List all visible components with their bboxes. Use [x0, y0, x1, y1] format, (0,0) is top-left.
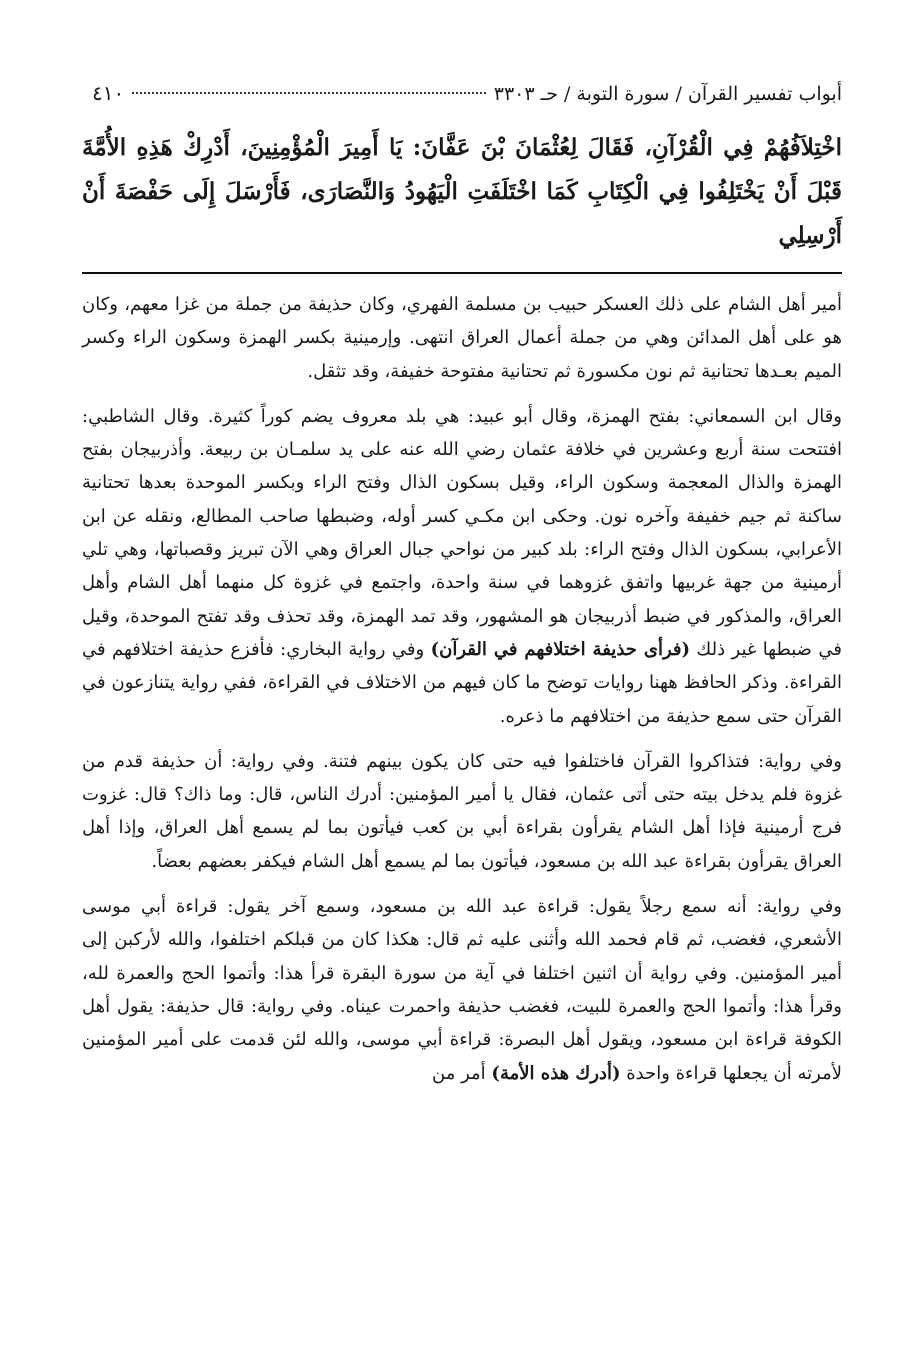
paragraph-4-text-b: أمر من: [432, 1062, 486, 1084]
leader-dots: [132, 92, 486, 94]
paragraph-2-text-a: وقال ابن السمعاني: بفتح الهمزة، وقال أبو عبيد: هي بلد معروف يضم كوراً كثيرة. وقال الشاطبي: افتتحت سنة أربع وعشرين في خلافة عثمان رضي الله عنه على يد سلمـان بن ربيعة. وأذربيجان بفتح الهمزة والذال المعجمة وسكون الراء، وقيل بسكون الذال وفتح الراء وبكسر الموحدة بعدها تحتانية ساكنة ثم جيم خفيفة وآخره نون. وحكى ابن مكـي كسر أوله، وضبطها صاحب المطالع، ونقله عن ابن الأعرابي، بسكون الذال وفتح الراء: بلد كبير من نواحي جبال العراق وهي الآن تبريز وقصباتها، وهي تلي أرمينية من جهة غربيها واتفق غزوهما في سنة واحدة، واجتمع في غزوة كل منهما أهل الشام وأهل العراق، والمذكور في ضبط أذربيجان هو المشهور، وقد تمد الهمزة، وقد تحذف وقد تفتح الموحدة، وقيل في ضبطها غير ذلك: [82, 405, 843, 660]
hadith-text: اخْتِلاَفُهُمْ فِي الْقُرْآنِ، فَقَالَ لِعُثْمَانَ بْنَ عَفَّانَ: يَا أَمِيرَ الْمُؤْمِنِينَ، أَدْرِكْ هَذِهِ الأُمَّةَ قَبْلَ أَنْ يَخْتَلِفُوا فِي الْكِتَابِ كَمَا اخْتَلَفَتِ الْيَهُودُ وَالنَّصَارَى، فَأَرْسَلَ إِلَى حَفْصَةَ أَنْ أَرْسِلِي: [82, 134, 842, 249]
paragraph-2-text-b: وفي رواية البخاري: فأفزع حذيفة اختلافهم في القراءة. وذكر الحافظ ههنا روايات توضح ما كان فيهم من الاختلاف في القراءة، ففي رواية يتنازعون في القرآن حتى سمع حذيفة من اختلافهم ما ذعره.: [82, 638, 842, 727]
page-header: [82, 78, 842, 108]
page-number: ٤١٠: [92, 81, 125, 105]
document-page: [82, 78, 842, 1090]
separator-line: [82, 272, 842, 274]
commentary-paragraph-4: [82, 890, 842, 1090]
commentary-paragraph-1: أمير أهل الشام على ذلك العسكر حبيب بن مسلمة الفهري، وكان حذيفة من جملة من غزا معهم، وكان هو على أهل المدائن وهي من جملة أعمال العراق انتهى. وإرمينية بكسر الهمزة وسكون الراء وكسر الميم بعـدها تحتانية ثم نون مكسورة ثم تحتانية مفتوحة خفيفة، وقد تثقل.: [82, 294, 842, 382]
running-title: أبواب تفسير القرآن / سورة التوبة / حـ ٣٣٠٣: [493, 83, 842, 105]
quoted-phrase-2: (أدرك هذه الأمة): [491, 1062, 621, 1084]
paragraph-4-text-a: وفي رواية: أنه سمع رجلاً يقول: قراءة عبد الله بن مسعود، وسمع آخر يقول: قراءة أبي موسى الأشعري، فغضب، ثم قام فحمد الله وأثنى عليه ثم قال: هكذا كان من قبلكم اختلفوا، والله لأركبن إلى أمير المؤمنين. وفي رواية أن اثنين اختلفا في آية من سورة البقرة قرأ هذا: وأتموا الحج والعمرة لله، وقرأ هذا: وأتموا الحج والعمرة للبيت، فغضب حذيفة واحمرت عيناه. وفي رواية: قال حذيفة: يقول أهل الكوفة قراءة ابن مسعود، ويقول أهل البصرة: قراءة أبي موسى، والله لئن قدمت على أمير المؤمنين لأمرته أن يجعلها قراءة واحدة: [82, 896, 842, 1084]
commentary: [82, 288, 842, 1090]
quoted-phrase-1: (فرأى حذيفة اختلافهم في القرآن): [430, 638, 690, 660]
commentary-paragraph-2: [82, 400, 842, 733]
commentary-paragraph-3: وفي رواية: فتذاكروا القرآن فاختلفوا فيه حتى كان يكون بينهم فتنة. وفي رواية: أن حذيفة قدم من غزوة فلم يدخل بيته حتى أتى عثمان، فقال يا أمير المؤمنين: أدرك الناس، قال: وما ذاك؟ قال: غزوت فرج أرمينية فإذا أهل الشام يقرأون بقراءة أبي بن كعب فيأتون بما لم يسمع أهل العراق، وإذا أهل العراق يقرأون بقراءة عبد الله بن مسعود، فيأتون بما لم يسمع أهل الشام فيكفر بعضهم بعضاً.: [82, 750, 842, 872]
